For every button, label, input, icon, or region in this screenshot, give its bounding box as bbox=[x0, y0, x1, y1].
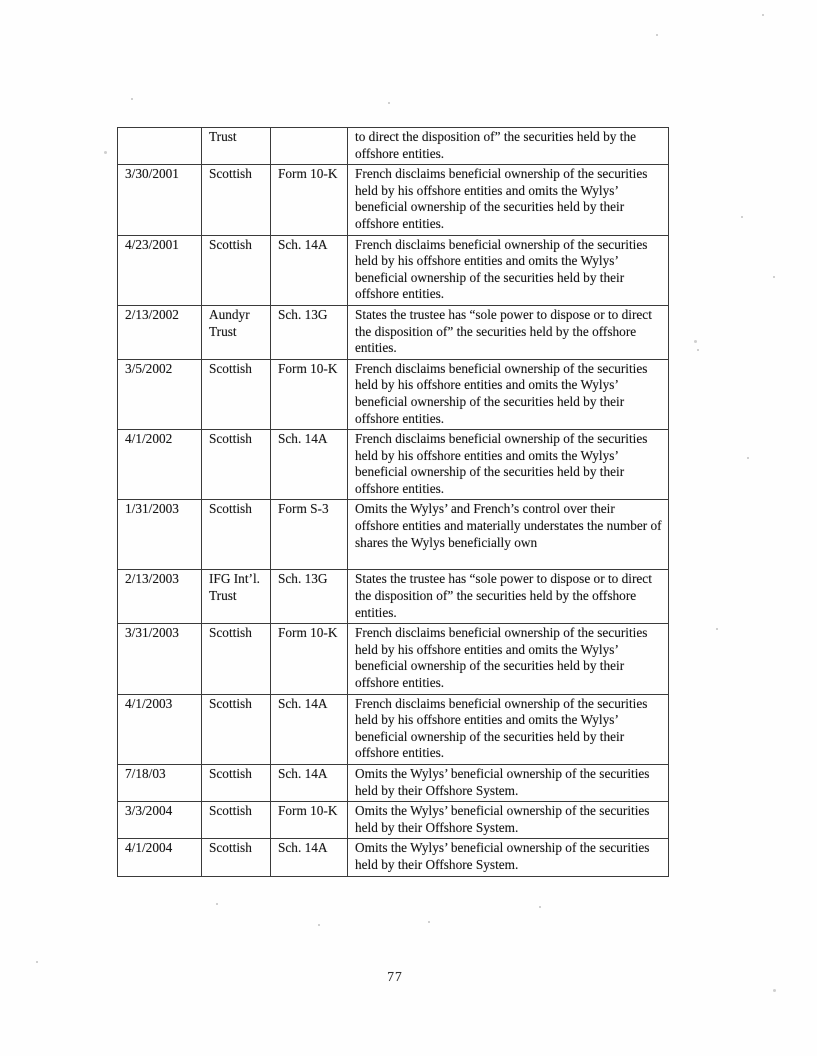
scan-speck bbox=[104, 151, 107, 154]
cell-date bbox=[118, 128, 202, 165]
table-row bbox=[118, 430, 669, 500]
cell-description: States the trustee has “sole power to dispose or to direct the disposition of” the securities held by the offshore entities. bbox=[348, 570, 669, 624]
cell-date: 2/13/2002 bbox=[118, 305, 202, 359]
cell-description: States the trustee has “sole power to dispose or to direct the disposition of” the securities held by the offshore entities. bbox=[348, 305, 669, 359]
scan-speck bbox=[747, 457, 749, 459]
filings-table bbox=[117, 127, 669, 877]
scan-speck bbox=[741, 216, 743, 218]
table-row bbox=[118, 839, 669, 876]
scan-speck bbox=[388, 102, 390, 104]
cell-description: French disclaims beneficial ownership of the securities held by his offshore entities and omits the Wylys’ beneficial ownership of the securities held by their offshore entities. bbox=[348, 430, 669, 500]
table-row bbox=[118, 128, 669, 165]
cell-entity: Trust bbox=[202, 128, 271, 165]
cell-entity: Scottish bbox=[202, 839, 271, 876]
cell-description: French disclaims beneficial ownership of the securities held by his offshore entities and omits the Wylys’ beneficial ownership of the securities held by their offshore entities. bbox=[348, 359, 669, 429]
cell-form: Form 10-K bbox=[271, 165, 348, 235]
cell-entity: Scottish bbox=[202, 802, 271, 839]
cell-date: 4/23/2001 bbox=[118, 235, 202, 305]
cell-form: Sch. 14A bbox=[271, 235, 348, 305]
cell-description: French disclaims beneficial ownership of the securities held by his offshore entities and omits the Wylys’ beneficial ownership of the securities held by their offshore entities. bbox=[348, 694, 669, 764]
filings-table-body bbox=[118, 128, 669, 877]
table-row bbox=[118, 765, 669, 802]
cell-entity: IFG Int’l. Trust bbox=[202, 570, 271, 624]
cell-entity: Scottish bbox=[202, 359, 271, 429]
cell-description: French disclaims beneficial ownership of the securities held by his offshore entities and omits the Wylys’ beneficial ownership of the securities held by their offshore entities. bbox=[348, 165, 669, 235]
table-row bbox=[118, 235, 669, 305]
cell-form: Form 10-K bbox=[271, 359, 348, 429]
cell-form: Sch. 14A bbox=[271, 839, 348, 876]
cell-entity: Scottish bbox=[202, 765, 271, 802]
cell-form: Sch. 14A bbox=[271, 430, 348, 500]
cell-date: 2/13/2003 bbox=[118, 570, 202, 624]
scan-speck bbox=[762, 14, 764, 16]
table-row bbox=[118, 802, 669, 839]
table-row bbox=[118, 570, 669, 624]
cell-entity: Scottish bbox=[202, 235, 271, 305]
scan-speck bbox=[318, 924, 320, 926]
scan-speck bbox=[216, 903, 218, 905]
table-row bbox=[118, 359, 669, 429]
table-row bbox=[118, 694, 669, 764]
scan-speck bbox=[716, 628, 718, 630]
cell-date: 3/30/2001 bbox=[118, 165, 202, 235]
cell-date: 3/5/2002 bbox=[118, 359, 202, 429]
cell-form: Sch. 14A bbox=[271, 694, 348, 764]
cell-form: Sch. 13G bbox=[271, 570, 348, 624]
table-row bbox=[118, 165, 669, 235]
cell-description: French disclaims beneficial ownership of the securities held by his offshore entities and omits the Wylys’ beneficial ownership of the securities held by their offshore entities. bbox=[348, 624, 669, 694]
cell-description: Omits the Wylys’ beneficial ownership of the securities held by their Offshore System. bbox=[348, 839, 669, 876]
scan-speck bbox=[539, 906, 541, 908]
table-row bbox=[118, 500, 669, 570]
cell-description: Omits the Wylys’ and French’s control over their offshore entities and materially understates the number of shares the Wylys beneficially own bbox=[348, 500, 669, 570]
scan-speck bbox=[697, 349, 699, 351]
cell-date: 1/31/2003 bbox=[118, 500, 202, 570]
cell-entity: Scottish bbox=[202, 430, 271, 500]
table-row bbox=[118, 624, 669, 694]
cell-date: 4/1/2002 bbox=[118, 430, 202, 500]
table-row bbox=[118, 305, 669, 359]
cell-form: Form S-3 bbox=[271, 500, 348, 570]
scan-speck bbox=[773, 989, 776, 992]
scan-speck bbox=[773, 276, 775, 278]
cell-form: Sch. 14A bbox=[271, 765, 348, 802]
scan-speck bbox=[428, 921, 430, 923]
page-number: 77 bbox=[387, 969, 403, 984]
cell-description: to direct the disposition of” the securities held by the offshore entities. bbox=[348, 128, 669, 165]
scan-speck bbox=[656, 34, 658, 36]
cell-date: 4/1/2003 bbox=[118, 694, 202, 764]
cell-form bbox=[271, 128, 348, 165]
cell-date: 7/18/03 bbox=[118, 765, 202, 802]
cell-form: Sch. 13G bbox=[271, 305, 348, 359]
scan-speck bbox=[131, 98, 133, 100]
cell-entity: Scottish bbox=[202, 624, 271, 694]
cell-form: Form 10-K bbox=[271, 802, 348, 839]
cell-entity: Scottish bbox=[202, 500, 271, 570]
cell-description: French disclaims beneficial ownership of the securities held by his offshore entities and omits the Wylys’ beneficial ownership of the securities held by their offshore entities. bbox=[348, 235, 669, 305]
cell-entity: Scottish bbox=[202, 694, 271, 764]
cell-entity: Scottish bbox=[202, 165, 271, 235]
cell-description: Omits the Wylys’ beneficial ownership of the securities held by their Offshore System. bbox=[348, 802, 669, 839]
cell-date: 4/1/2004 bbox=[118, 839, 202, 876]
scan-speck bbox=[694, 340, 697, 343]
scan-speck bbox=[36, 961, 38, 963]
cell-date: 3/31/2003 bbox=[118, 624, 202, 694]
cell-form: Form 10-K bbox=[271, 624, 348, 694]
cell-description: Omits the Wylys’ beneficial ownership of the securities held by their Offshore System. bbox=[348, 765, 669, 802]
cell-entity: Aundyr Trust bbox=[202, 305, 271, 359]
cell-date: 3/3/2004 bbox=[118, 802, 202, 839]
